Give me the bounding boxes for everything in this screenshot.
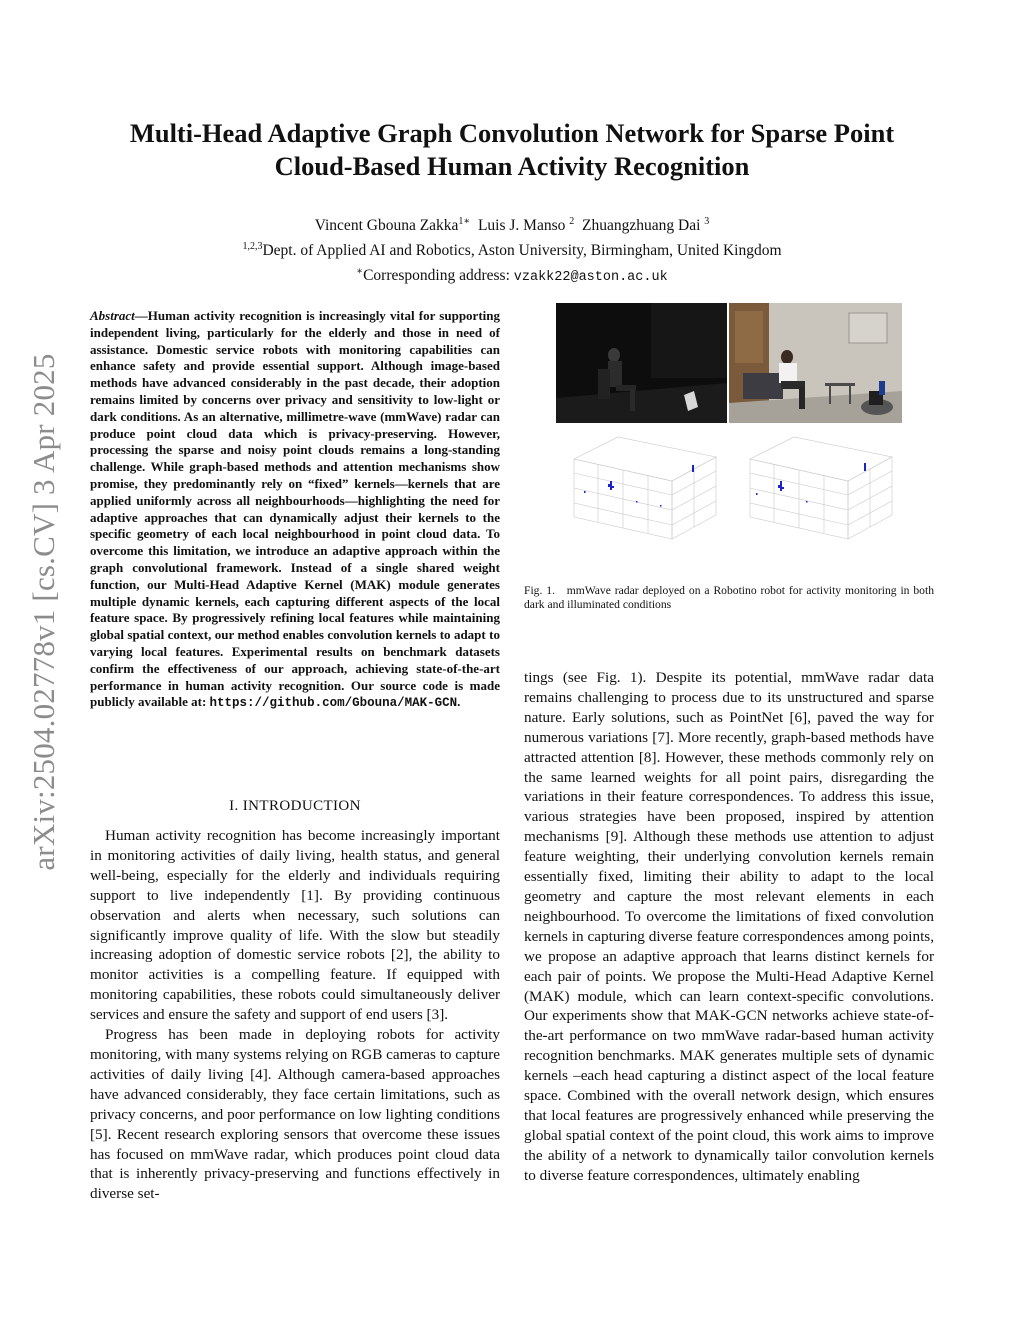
intro-paragraph-1: Human activity recognition has become increasingly important in monitoring activities of daily living, health status, and general well-being, especially for the elderly and individuals requiring support to live independently [1]. By providing continuous observation and alerts when necessary, such solutions can significantly improve quality of life. With the slow but steadily increasing adoption of domestic service robots [2], the ability to monitor activities is a compelling feature. If equipped with monitoring capabilities, these robots could simultaneously deliver services and ensure the safety and support of end users [3]. (90, 827, 500, 1024)
author-1: Vincent Gbouna Zakka (314, 217, 459, 235)
caption-label: Fig. 1. (524, 584, 555, 597)
corresponding-mark: ∗ (356, 266, 364, 278)
affiliation (90, 236, 934, 261)
introduction-left-column (90, 826, 500, 1204)
corresponding-label: Corresponding address: (363, 267, 514, 285)
author-block (90, 211, 934, 288)
title-line-2: Cloud-Based Human Activity Recognition (274, 151, 750, 181)
lit-room-scene (729, 303, 902, 423)
dark-room-photo (556, 303, 727, 423)
figure-1-caption (524, 584, 934, 612)
dark-room-scene (556, 303, 727, 423)
lit-room-photo (729, 303, 902, 423)
author-3: Zhuangzhuang Dai (582, 217, 701, 235)
author-3-mark: 3 (704, 216, 710, 227)
author-2: Luis J. Manso (477, 217, 566, 235)
arxiv-identifier: arXiv:2504.02778v1 [cs.CV] 3 Apr 2025 (26, 353, 61, 871)
abstract (90, 308, 500, 712)
abstract-label: Abstract (90, 308, 135, 323)
title-line-1: Multi-Head Adaptive Graph Convolution Network for Sparse Point (129, 118, 895, 148)
section-heading-introduction: I. INTRODUCTION (229, 798, 361, 814)
intro-continuation: tings (see Fig. 1). Despite its potential, mmWave radar data remains challenging to process due to its unstructured and sparse nature. Early solutions, such as PointNet [6], paved the way for numerous variations [7]. More recently, graph-based methods have attracted attention [8]. However, these methods commonly rely on the same learned weights for all point pairs, disregarding the variations in their feature correspondences. To address this issue, various strategies have been proposed, inspired by attention mechanisms [9]. Although these methods use attention to adjust feature weighting, their underlying convolution kernels remain essentially fixed, limiting their ability to adapt to the local geometry and capture the most relevant elements in each neighbourhood. To overcome the limitations of fixed convolution kernels in capturing diverse feature correspondences among points, we propose an adaptive approach that learns distinct kernels for each pair of points. We propose the Multi-Head Adaptive Kernel (MAK) module, which can learn context-specific convolutions. Our experiments show that MAK-GCN networks achieve state-of-the-art performance on two mmWave radar-based human activity recognition benchmarks. MAK generates multiple sets of dynamic kernels –each head capturing a distinct aspect of the local feature space. Combined with the overall network design, which ensures that local features are progressively enhanced while preserving the global spatial context of the point cloud, this work aims to improve the ability of a network to dynamically tailor convolution kernels to diverse feature correspondences, ultimately enabling (524, 669, 934, 1184)
paper-title (90, 117, 934, 183)
intro-paragraph-2: Progress has been made in deploying robots for activity monitoring, with many systems relying on RGB cameras to capture activities of daily living [4]. Although camera-based approaches have advanced considerably, they face certain limitations, such as privacy concerns, and poor performance on low lighting conditions [5]. Recent research exploring sensors that overcome these issues has focused on mmWave radar, which produces point cloud data that is inherently privacy-preserving and functions effectively in diverse set- (90, 1026, 500, 1203)
corresponding-address (90, 261, 934, 288)
author-2-mark: 2 (569, 216, 575, 227)
abstract-text: Human activity recognition is increasingly vital for supporting independent living, particularly for the elderly and those in need of assistance. Domestic service robots with monitoring capabilities can enhance safety and provide essential support. Although image-based methods have advanced considerably in the past decade, their adoption remains limited by concerns over privacy and sensitivity to low-light or dark conditions. As an alternative, millimetre-wave (mmWave) radar can produce point cloud data which is privacy-preserving. However, processing the sparse and noisy point clouds remains a long-standing challenge. While graph-based methods and attention mechanisms show promise, they predominantly rely on “fixed” kernels—kernels that are applied uniformly across all neighbourhoods—highlighting the need for adaptive approaches that can dynamically adjust their kernels to the specific geometry of each local neighbourhood in point cloud data. To overcome this limitation, we introduce an adaptive approach within the graph convolutional framework. Instead of a single shared weight function, our Multi-Head Adaptive Kernel (MAK) module generates multiple dynamic kernels, each capturing different aspects of the local feature space. By progressively refining local features while maintaining global spatial context, our method enables convolution kernels to adapt to varying local features. Experimental results on benchmark datasets confirm the effectiveness of our approach, achieving state-of-the-art performance in human activity recognition. Our source code is made publicly available at: (90, 308, 500, 710)
affiliation-mark: 1,2,3 (242, 241, 263, 253)
source-code-link[interactable]: https://github.com/Gbouna/MAK-GCN (209, 696, 458, 711)
figure-1 (556, 303, 902, 553)
author-list (90, 211, 934, 236)
author-1-mark: 1∗ (458, 216, 471, 227)
corresponding-email-link[interactable]: vzakk22@aston.ac.uk (513, 270, 668, 286)
point-cloud-plot-dark (560, 431, 730, 549)
affiliation-text: Dept. of Applied AI and Robotics, Aston University, Birmingham, United Kingdom (262, 242, 782, 260)
introduction-right-column (524, 668, 934, 1186)
abstract-dash: — (134, 308, 148, 323)
abstract-end: . (457, 694, 461, 710)
caption-text: mmWave radar deployed on a Robotino robot for activity monitoring in both dark and illuminated conditions (524, 584, 934, 611)
point-cloud-plot-lit (736, 431, 906, 549)
